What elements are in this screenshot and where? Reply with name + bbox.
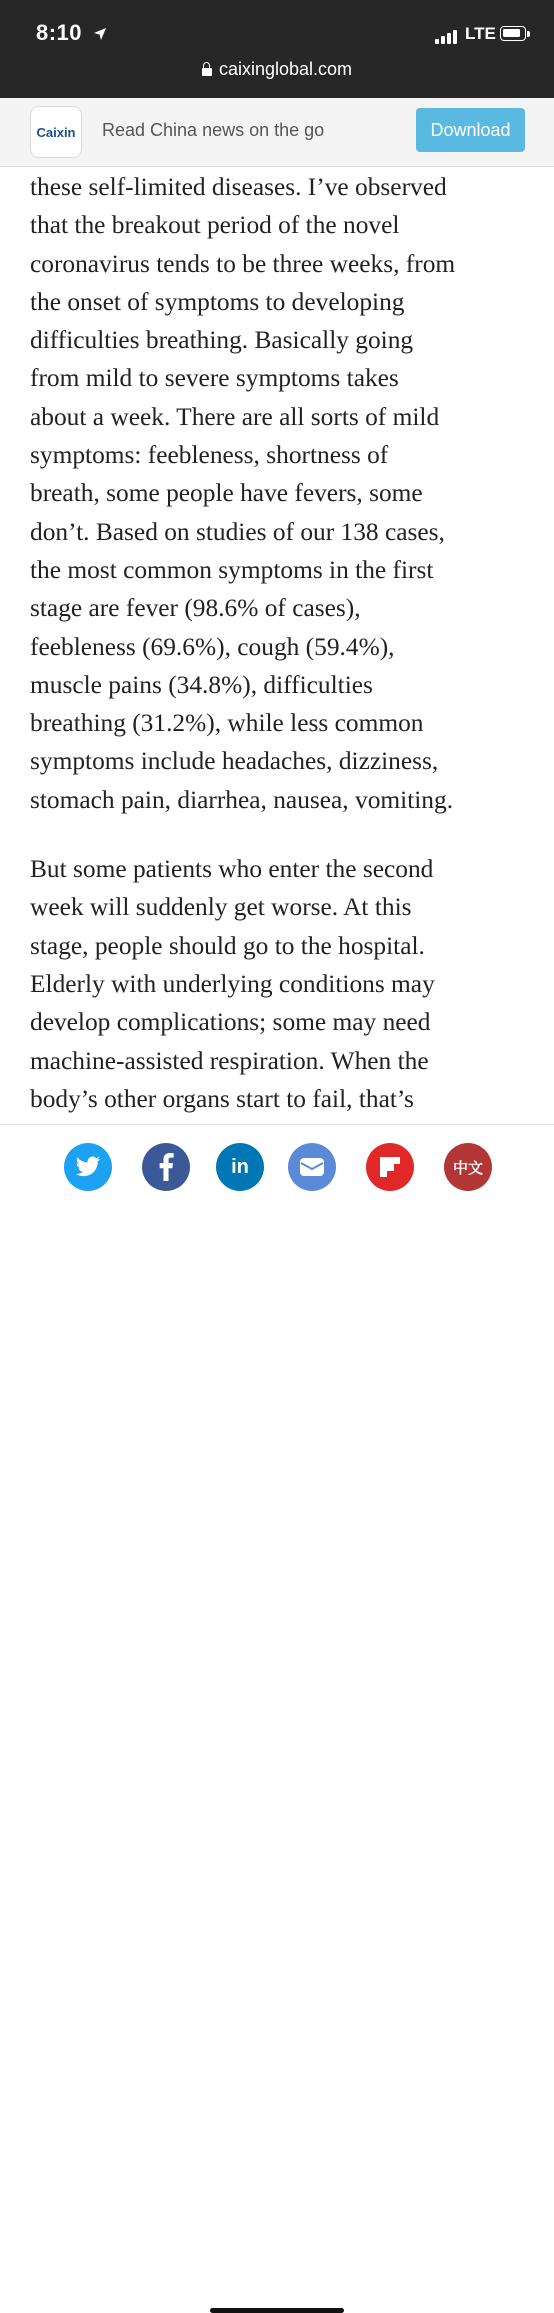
text-line: body’s other organs start to fail, that’s: [30, 1084, 414, 1113]
text-line: the most common symptoms in the first: [30, 555, 434, 584]
text-line: develop complications; some may need: [30, 1008, 431, 1037]
email-share-button[interactable]: [288, 1143, 336, 1191]
text-line: the onset of symptoms to developing: [30, 287, 405, 316]
text-line: symptoms include headaches, dizziness,: [30, 747, 439, 776]
text-line: difficulties breathing. Basically going: [30, 326, 414, 355]
url-text: caixinglobal.com: [218, 59, 353, 79]
text-line: about a week. There are all sorts of mild: [30, 402, 440, 431]
email-icon: [299, 1157, 325, 1177]
text-line: week will suddenly get worse. At this: [30, 893, 412, 922]
home-indicator[interactable]: [210, 2308, 344, 2313]
banner-tagline: Read China news on the go: [102, 120, 325, 140]
linkedin-share-button[interactable]: [216, 1143, 264, 1191]
cellular-signal-icon: [435, 28, 459, 44]
text-line: muscle pains (34.8%), difficulties: [30, 670, 373, 699]
clock-text: 8:10: [36, 20, 83, 45]
download-button[interactable]: Download: [416, 108, 525, 152]
battery-cap: [527, 31, 530, 37]
linkedin-icon: in: [231, 1155, 249, 1178]
address-bar[interactable]: [0, 59, 554, 80]
text-line: stage, people should go to the hospital.: [30, 931, 425, 960]
share-bar: [0, 1124, 554, 1201]
lock-icon: [202, 68, 212, 76]
text-line: Elderly with underlying conditions may: [30, 969, 435, 998]
text-line: symptoms: feebleness, shortness of: [30, 441, 389, 470]
text-line: that the breakout period of the novel: [30, 211, 400, 240]
facebook-share-button[interactable]: [142, 1143, 190, 1191]
location-arrow-icon: [93, 27, 107, 41]
twitter-share-button[interactable]: [64, 1143, 112, 1191]
text-line: But some patients who enter the second: [30, 855, 434, 884]
twitter-icon: [75, 1156, 101, 1178]
status-time: [36, 20, 107, 46]
text-line: these self-limited diseases. I’ve observed: [30, 173, 447, 201]
text-line: coronavirus tends to be three weeks, from: [30, 249, 456, 278]
text-line: from mild to severe symptoms takes: [30, 364, 399, 393]
article-body: [30, 166, 530, 1124]
network-type: LTE: [465, 24, 496, 43]
caixin-app-icon[interactable]: [30, 106, 82, 158]
text-line: breath, some people have fevers, some: [30, 479, 423, 508]
app-icon-text: Caixin: [36, 124, 76, 140]
text-line: stomach pain, diarrhea, nausea, vomiting.: [30, 785, 454, 814]
chinese-version-icon: 中文: [452, 1158, 483, 1177]
article-paragraph-2: [30, 850, 530, 1118]
flipboard-icon: [379, 1156, 401, 1178]
text-line: feebleness (69.6%), cough (59.4%),: [30, 632, 395, 661]
text-line: machine-assisted respiration. When the: [30, 1046, 429, 1075]
facebook-icon: [158, 1153, 174, 1181]
flipboard-share-button[interactable]: [366, 1143, 414, 1191]
text-line: breathing (31.2%), while less common: [30, 709, 424, 738]
chinese-version-button[interactable]: [444, 1143, 492, 1191]
text-line: don’t. Based on studies of our 138 cases,: [30, 517, 445, 546]
article-paragraph-1: [30, 168, 530, 819]
app-download-banner: [0, 98, 554, 167]
battery-icon: [500, 26, 526, 41]
text-line: stage are fever (98.6% of cases),: [30, 594, 361, 623]
status-bar: [0, 0, 554, 98]
